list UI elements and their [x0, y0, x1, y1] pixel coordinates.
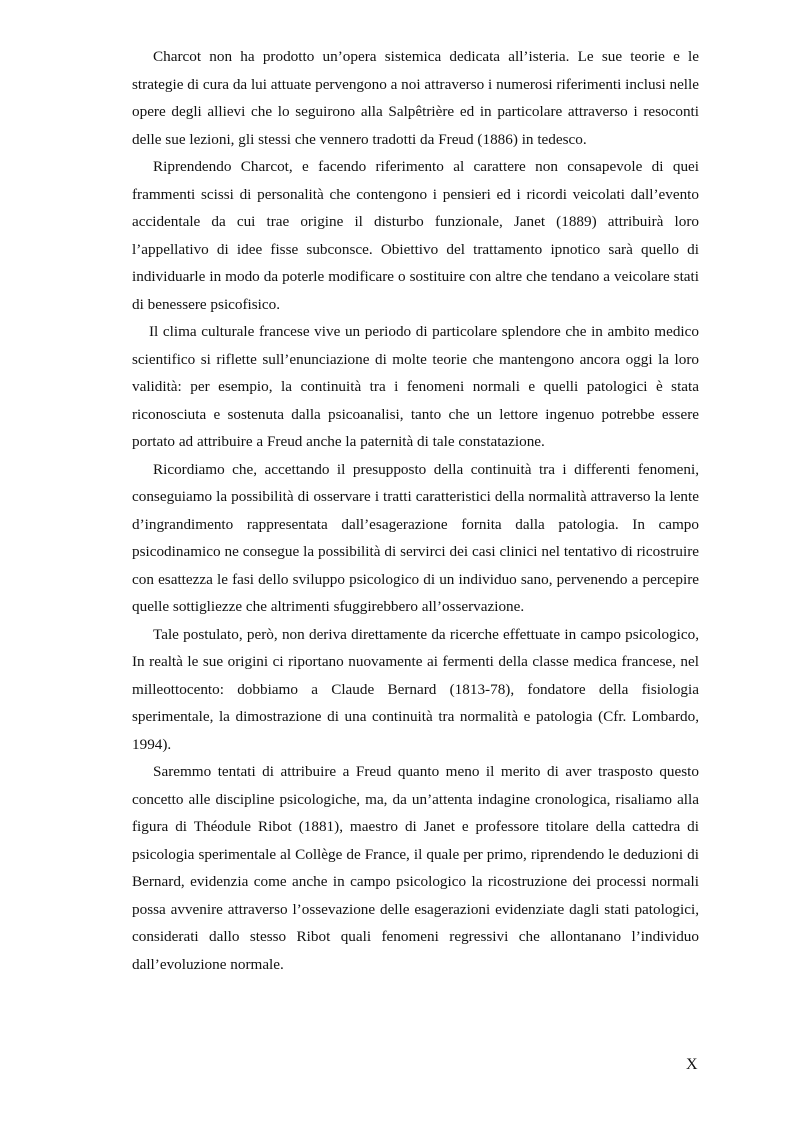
paragraph-charcot: Charcot non ha prodotto un’opera sistemica dedicata all’isteria. Le sue teorie e le strategie di cura da lui attuate pervengono a noi attraverso i numerosi riferimenti inclusi nelle opere degli allievi che lo seguirono alla Salpêtrière ed in particolare attraverso i resoconti delle sue lezioni, gli stessi che vennero tradotti da Freud (1886) in tedesco.	[132, 48, 699, 148]
paragraph-bernard: Tale postulato, però, non deriva direttamente da ricerche effettuate in campo psicologico, In realtà le sue origini ci riportano nuovamente ai fermenti della classe medica francese, nel milleottocento: dobbiamo a Claude Bernard (1813-78), fondatore della fisiologia sperimentale, la dimostrazione di una continuità tra normalità e patologia (Cfr. Lombardo, 1994).	[132, 625, 699, 753]
page-body	[132, 43, 699, 978]
paragraph-clima-culturale: Il clima culturale francese vive un periodo di particolare splendore che in ambito medico scientifico si riflette sull’enunciazione di molte teorie che mantengono ancora oggi la loro validità: per esempio, la continuità tra i fenomeni normali e quelli patologici è stata riconosciuta e sostenuta dalla psicoanalisi, tanto che un lettore ingenuo potrebbe essere portato ad attribuire a Freud anche la paternità di tale constatazione.	[132, 323, 699, 450]
paragraph-continuita: Ricordiamo che, accettando il presupposto della continuità tra i differenti fenomeni, conseguiamo la possibilità di osservare i tratti caratteristici della normalità attraverso la lente d’ingrandimento rappresentata dall’esagerazione fornita dalla patologia. In campo psicodinamico ne consegue la possibilità di servirci dei casi clinici nel tentativo di ricostruire con esattezza le fasi dello sviluppo psicologico di un individuo sano, pervenendo a percepire quelle sottigliezze che altrimenti sfuggirebbero all’osservazione.	[132, 460, 699, 615]
page-number: X	[686, 1056, 698, 1073]
paragraph-ribot: Saremmo tentati di attribuire a Freud quanto meno il merito di aver trasposto questo concetto alle discipline psicologiche, ma, da un’attenta indagine cronologica, risaliamo alla figura di Théodule Ribot (1881), maestro di Janet e professore titolare della cattedra di psicologia sperimentale al Collège de France, il quale per primo, riprendendo le deduzioni di Bernard, evidenzia come anche in campo psicologico la ricostruzione dei processi normali possa avvenire attraverso l’ossevazione delle esagerazioni evidenziate dagli stati patologici, considerati dallo stesso Ribot quali fenomeni regressivi che allontanano l’individuo dall’evoluzione normale.	[132, 763, 699, 973]
paragraph-janet: Riprendendo Charcot, e facendo riferimento al carattere non consapevole di quei frammenti scissi di personalità che contengono i pensieri ed i ricordi veicolati dall’evento accidentale da cui trae origine il disturbo funzionale, Janet (1889) attribuirà loro l’appellativo di idee fisse subconsce. Obiettivo del trattamento ipnotico sarà quello di individuarle in modo da poterle modificare o sostituire con altre che tendano a veicolare stati di benessere psicofisico.	[132, 158, 699, 313]
